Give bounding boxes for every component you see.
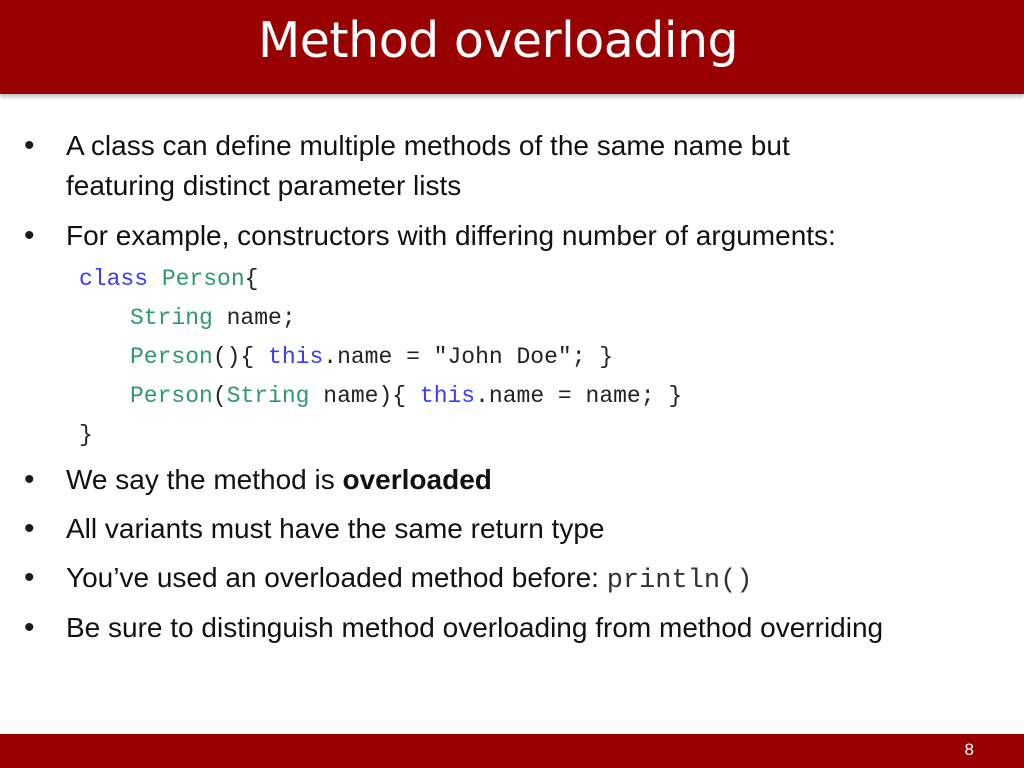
bullet-1-line-2: featuring distinct parameter lists [66,170,462,201]
code-text: name){ [309,383,420,409]
code-text: } [79,422,93,448]
bullet-icon: • [24,561,35,594]
bullet-icon: • [24,611,35,644]
code-text: ( [212,383,227,409]
bullet-icon: • [24,463,35,496]
code-line-5 [79,420,93,450]
code-text: { [244,266,259,292]
bullet-icon: • [24,219,35,252]
page-number: 8 [964,740,974,759]
code-line-1 [79,264,258,294]
bullet-3-text: We say the method is [66,464,343,495]
code-text: name; [212,305,296,331]
bullet-3 [66,460,492,500]
bullet-6: Be sure to distinguish method overloading from method overriding [66,612,884,643]
code-text: (){ [212,344,269,370]
code-text: .name = "John Doe"; } [323,344,614,370]
code-type: Person [130,344,213,370]
code-text: .name = name; } [475,383,683,409]
code-keyword: this [419,383,476,409]
bullet-4: All variants must have the same return type [66,513,605,544]
bullet-1-line-1: A class can define multiple methods of the same name but [66,130,790,161]
bullet-2: For example, constructors with differing number of arguments: [66,220,836,251]
code-type: Person [161,266,245,292]
bullet-3-bold-term: overloaded [342,464,492,495]
code-line-2 [130,303,296,333]
bullet-5 [66,558,753,601]
code-keyword: this [268,344,324,370]
footer-bar [0,734,1024,768]
bullet-icon: • [24,129,35,162]
code-type: Person [130,383,213,409]
code-keyword: class [79,266,149,292]
bullet-5-inline-code: println() [606,566,753,596]
code-type: String [226,383,310,409]
bullet-5-text: You’ve used an overloaded method before: [66,562,607,593]
slide-title: Method overloading [258,12,739,69]
code-type: String [130,305,213,331]
code-line-3 [130,342,613,372]
code-line-4 [130,381,682,411]
bullet-icon: • [24,512,35,545]
